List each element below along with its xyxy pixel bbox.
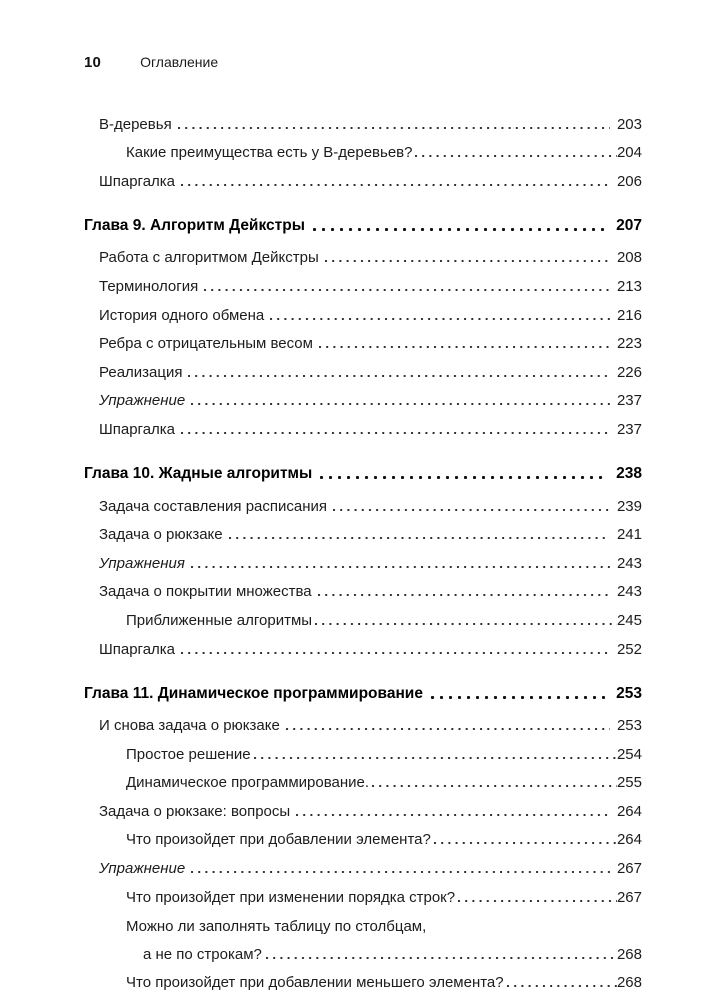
dot-leader <box>270 307 610 324</box>
toc-entry-title: Работа с алгоритмом Дейкстры <box>99 249 319 267</box>
toc-section-entry[interactable] <box>0 848 708 877</box>
dot-leader <box>319 335 610 352</box>
dot-leader <box>318 583 610 600</box>
toc-chapter-entry[interactable] <box>0 200 708 234</box>
dot-leader <box>229 526 610 543</box>
toc-section-entry[interactable] <box>0 791 708 820</box>
dot-leader <box>191 392 610 409</box>
toc-entry-title: Задача о рюкзаке <box>99 526 223 544</box>
toc-entry-page-number: 255 <box>616 774 642 792</box>
running-head <box>84 54 218 71</box>
toc-entry-title: Упражнения <box>99 554 185 572</box>
toc-entry-title: B-деревья <box>99 115 172 133</box>
dot-leader <box>178 116 610 133</box>
toc-section-entry[interactable] <box>0 352 708 381</box>
toc-entry-page-number: 253 <box>616 717 642 735</box>
toc-section-entry[interactable] <box>0 572 708 601</box>
toc-entry-title-line1: Можно ли заполнять таблицу по столбцам, <box>126 917 427 935</box>
toc-entry-page-number: 252 <box>616 640 642 658</box>
toc-entry-title: И снова задача о рюкзаке <box>99 717 280 735</box>
toc-subsection-entry[interactable] <box>0 877 708 906</box>
dot-leader <box>296 803 610 820</box>
toc-entry-page-number: 226 <box>616 363 642 381</box>
toc-entry-title: Шпаргалка <box>99 172 176 190</box>
toc-entry-page-number: 203 <box>616 115 642 133</box>
toc-section-entry[interactable] <box>0 629 708 658</box>
dot-leader <box>315 612 617 629</box>
dot-leader <box>325 249 610 266</box>
toc-entry-page-number: 237 <box>616 392 642 410</box>
toc-entry-page-number: 213 <box>616 277 642 295</box>
toc-entry-title: Задача о покрытии множества <box>99 583 312 601</box>
dot-leader <box>181 173 610 190</box>
toc-entry-page-number: 268 <box>616 945 642 963</box>
toc-entry-title: Ребра с отрицательным весом <box>99 335 313 353</box>
toc-entry-page-number: 264 <box>616 802 642 820</box>
toc-section-entry[interactable] <box>0 543 708 572</box>
toc-section-entry[interactable] <box>0 486 708 515</box>
dot-leader <box>191 555 610 572</box>
dot-leader <box>188 364 609 381</box>
toc-entry-title: Шпаргалка <box>99 640 176 658</box>
dot-leader <box>254 746 617 763</box>
toc-subsection-entry[interactable] <box>0 734 708 763</box>
toc-chapter-entry[interactable] <box>0 448 708 482</box>
toc-entry-title: Задача составления расписания <box>99 497 328 515</box>
toc-subsection-entry[interactable] <box>0 600 708 629</box>
dot-leader <box>372 774 617 791</box>
toc-chapter-entry[interactable] <box>0 668 708 702</box>
toc-entry-page-number: 207 <box>616 216 642 234</box>
toc-entry-title: Приближенные алгоритмы <box>126 611 313 629</box>
toc-section-entry[interactable] <box>0 515 708 544</box>
dot-leader <box>181 641 610 658</box>
dot-leader <box>313 217 607 234</box>
toc-entry-title: Что произойдет при добавлении меньшего элемента? <box>126 974 504 992</box>
dot-leader <box>458 889 617 906</box>
dot-leader <box>415 144 616 161</box>
dot-leader <box>204 278 610 295</box>
toc-entry-page-number: 264 <box>616 831 642 849</box>
toc-entry-title: Реализация <box>99 363 183 381</box>
toc-section-entry[interactable] <box>0 161 708 190</box>
toc-subsection-entry[interactable] <box>0 963 708 992</box>
table-of-contents <box>0 104 708 991</box>
toc-subsection-entry[interactable] <box>0 906 708 963</box>
toc-entry-page-number: 206 <box>616 172 642 190</box>
dot-leader <box>191 860 610 877</box>
toc-entry-title: Простое решение <box>126 745 251 763</box>
toc-entry-page-number: 208 <box>616 249 642 267</box>
toc-entry-title: Глава 11. Динамическое программирование <box>84 684 423 702</box>
toc-entry-title: Упражнение <box>99 860 186 878</box>
toc-entry-page-number: 223 <box>616 335 642 353</box>
page-folio: 10 <box>84 54 102 71</box>
toc-entry-title: Глава 9. Алгоритм Дейкстры <box>84 216 305 234</box>
dot-leader <box>181 421 610 438</box>
toc-entry-title: Упражнение <box>99 392 186 410</box>
toc-section-entry[interactable] <box>0 266 708 295</box>
toc-entry-page-number: 204 <box>616 144 642 162</box>
dot-leader <box>266 946 617 963</box>
toc-entry-page-number: 241 <box>616 526 642 544</box>
toc-entry-page-number: 216 <box>616 306 642 324</box>
toc-subsection-entry[interactable] <box>0 763 708 792</box>
toc-entry-page-number: 267 <box>616 860 642 878</box>
toc-entry-page-number: 254 <box>616 745 642 763</box>
dot-leader <box>320 465 607 482</box>
toc-section-entry[interactable] <box>0 409 708 438</box>
toc-section-entry[interactable] <box>0 295 708 324</box>
toc-entry-title: Задача о рюкзаке: вопросы <box>99 802 291 820</box>
toc-entry-page-number: 245 <box>616 611 642 629</box>
toc-section-entry[interactable] <box>0 706 708 735</box>
toc-entry-title: Терминология <box>99 277 199 295</box>
toc-entry-title: Какие преимущества есть у B-деревьев? <box>126 144 413 162</box>
toc-entry-title: Шпаргалка <box>99 420 176 438</box>
toc-section-entry[interactable] <box>0 324 708 353</box>
toc-subsection-entry[interactable] <box>0 133 708 162</box>
toc-entry-page-number: 239 <box>616 497 642 515</box>
toc-entry-title: Динамическое программирование. <box>126 774 370 792</box>
toc-entry-page-number: 243 <box>616 554 642 572</box>
toc-entry-page-number: 238 <box>616 464 642 482</box>
dot-leader <box>507 974 617 991</box>
toc-entry-title: а не по строкам? <box>143 945 262 963</box>
toc-entry-title: Что произойдет при изменении порядка строк? <box>126 888 456 906</box>
toc-entry-page-number: 253 <box>616 684 642 702</box>
toc-entry-page-number: 237 <box>616 420 642 438</box>
toc-entry-page-number: 267 <box>616 888 642 906</box>
dot-leader <box>434 831 617 848</box>
toc-section-entry[interactable] <box>0 104 708 133</box>
toc-entry-title: Глава 10. Жадные алгоритмы <box>84 464 313 482</box>
toc-section-entry[interactable] <box>0 381 708 410</box>
toc-entry-page-number: 243 <box>616 583 642 601</box>
toc-entry-title: Что произойдет при добавлении элемента? <box>126 831 431 849</box>
toc-entry-title: История одного обмена <box>99 306 265 324</box>
toc-subsection-entry[interactable] <box>0 820 708 849</box>
dot-leader <box>286 717 610 734</box>
toc-section-entry[interactable] <box>0 238 708 267</box>
dot-leader <box>333 498 610 515</box>
toc-entry-page-number: 268 <box>616 974 642 992</box>
dot-leader <box>431 685 607 702</box>
running-head-title: Оглавление <box>140 54 219 70</box>
